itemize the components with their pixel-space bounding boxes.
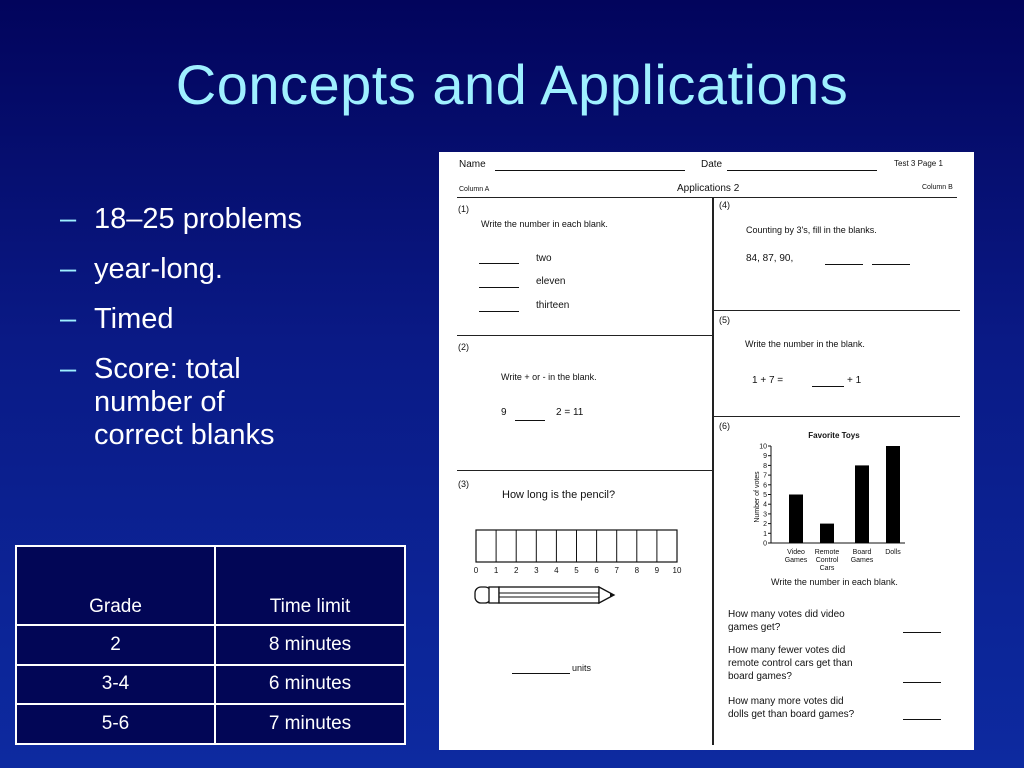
bar-group [789,446,900,543]
chart-bar [820,524,834,543]
q2-eq-left: 9 [501,407,507,418]
q4-sequence: 84, 87, 90, [746,253,794,264]
x-tick-label: Games [850,557,874,564]
q2-number: (2) [458,342,469,352]
chart-bar [789,495,803,544]
cell-time: 7 minutes [215,704,405,744]
pencil-shaft [499,587,599,603]
ruler-tick-label: 4 [554,566,559,575]
table-header-row [16,546,405,625]
q5-instruction: Write the number in the blank. [745,339,865,349]
pencil-ferrule [489,587,499,603]
favorite-toys-chart [739,427,949,587]
bullet-item: – 18–25 problems [60,203,302,235]
q2-eq-right: 2 = 11 [556,407,584,418]
q6-question: How many fewer votes did remote control cars get than board games? [728,645,853,682]
x-label-group [785,549,902,572]
ruler-tick-label: 7 [614,566,619,575]
cell-grade: 5-6 [16,704,215,744]
q3-number: (3) [458,479,469,489]
bullet-item: – Timed [60,303,174,335]
date-label: Date [701,159,723,170]
x-tick-label: Control [815,557,839,564]
chart-bar [855,465,869,543]
dash-marker: – [60,303,77,335]
name-label: Name [459,159,486,170]
y-tick-label: 8 [763,462,767,470]
x-tick-label: Video [787,549,805,556]
column-a-label: Column A [459,186,490,193]
chart-bar [886,446,900,543]
cell-grade: 3-4 [16,665,215,705]
q3-instruction: How long is the pencil? [502,489,616,501]
q5-number: (5) [719,315,730,325]
table-row [16,625,405,665]
y-tick-label: 4 [763,501,767,509]
test-page-label: Test 3 Page 1 [894,159,943,168]
q5-eq-right: + 1 [847,375,862,386]
pencil-drawing [475,587,615,603]
time-limit-table [15,545,406,745]
q4-instruction: Counting by 3's, fill in the blanks. [746,225,877,235]
y-tick-label: 10 [759,443,767,451]
y-tick-label: 7 [763,472,767,480]
dash-marker: – [60,353,77,385]
q6-instruction: Write the number in each blank. [771,577,898,587]
ruler-tick-label: 9 [654,566,660,575]
y-tick-label: 0 [763,540,767,548]
ruler-tick-label: 6 [594,566,599,575]
y-axis-label: Number of votes [754,471,761,523]
q6-question: How many more votes did dolls get than board games? [728,696,855,720]
bullet-item: – Score: total number of correct blanks [60,353,275,451]
header-time-limit: Time limit [215,546,405,625]
y-tick-label: 6 [763,482,767,490]
chart-title: Favorite Toys [808,431,860,440]
column-b-label: Column B [922,184,953,191]
bullet-item: – year-long. [60,253,223,285]
x-tick-label: Remote [814,549,840,556]
ruler-tick-label: 2 [513,566,519,575]
q1-word: eleven [536,276,566,287]
y-tick-label: 1 [763,530,767,538]
cell-time: 6 minutes [215,665,405,705]
ruler-tick-label: 8 [634,566,640,575]
y-tick-label: 5 [763,492,767,499]
table-row [16,704,405,744]
ruler-tick-label: 0 [473,566,479,575]
q3-units: units [572,663,592,673]
q4-number: (4) [719,200,730,210]
ruler-and-pencil [469,527,684,617]
y-tick-label: 3 [763,511,767,519]
x-tick-label: Dolls [885,549,901,556]
q5-eq-left: 1 + 7 = [752,375,784,386]
ruler-tick-label: 5 [574,566,579,575]
header-grade: Grade [16,546,215,625]
dash-marker: – [60,253,77,285]
ruler-tick-label: 10 [672,566,682,575]
q1-word: thirteen [536,300,570,311]
worksheet-image [439,152,974,750]
y-tick-label: 9 [763,453,767,461]
cell-time: 8 minutes [215,625,405,665]
q1-number: (1) [458,204,469,214]
q6-question: How many votes did video games get? [728,609,845,633]
table-row [16,665,405,705]
worksheet-title: Applications 2 [677,183,740,194]
ruler-labels [474,566,682,575]
ruler-tick-label: 3 [534,566,539,575]
bullet-list [60,203,410,469]
x-tick-label: Board [852,549,872,556]
y-tick-label: 2 [763,521,767,529]
x-tick-label: Games [784,557,808,564]
dash-marker: – [60,203,77,235]
q6-number: (6) [719,421,730,431]
q2-instruction: Write + or - in the blank. [501,372,597,382]
x-tick-label: Cars [819,565,835,572]
cell-grade: 2 [16,625,215,665]
q1-instruction: Write the number in each blank. [481,219,608,229]
slide-title: Concepts and Applications [175,53,849,116]
ruler-tick-label: 1 [493,566,499,575]
q1-word: two [536,253,552,264]
